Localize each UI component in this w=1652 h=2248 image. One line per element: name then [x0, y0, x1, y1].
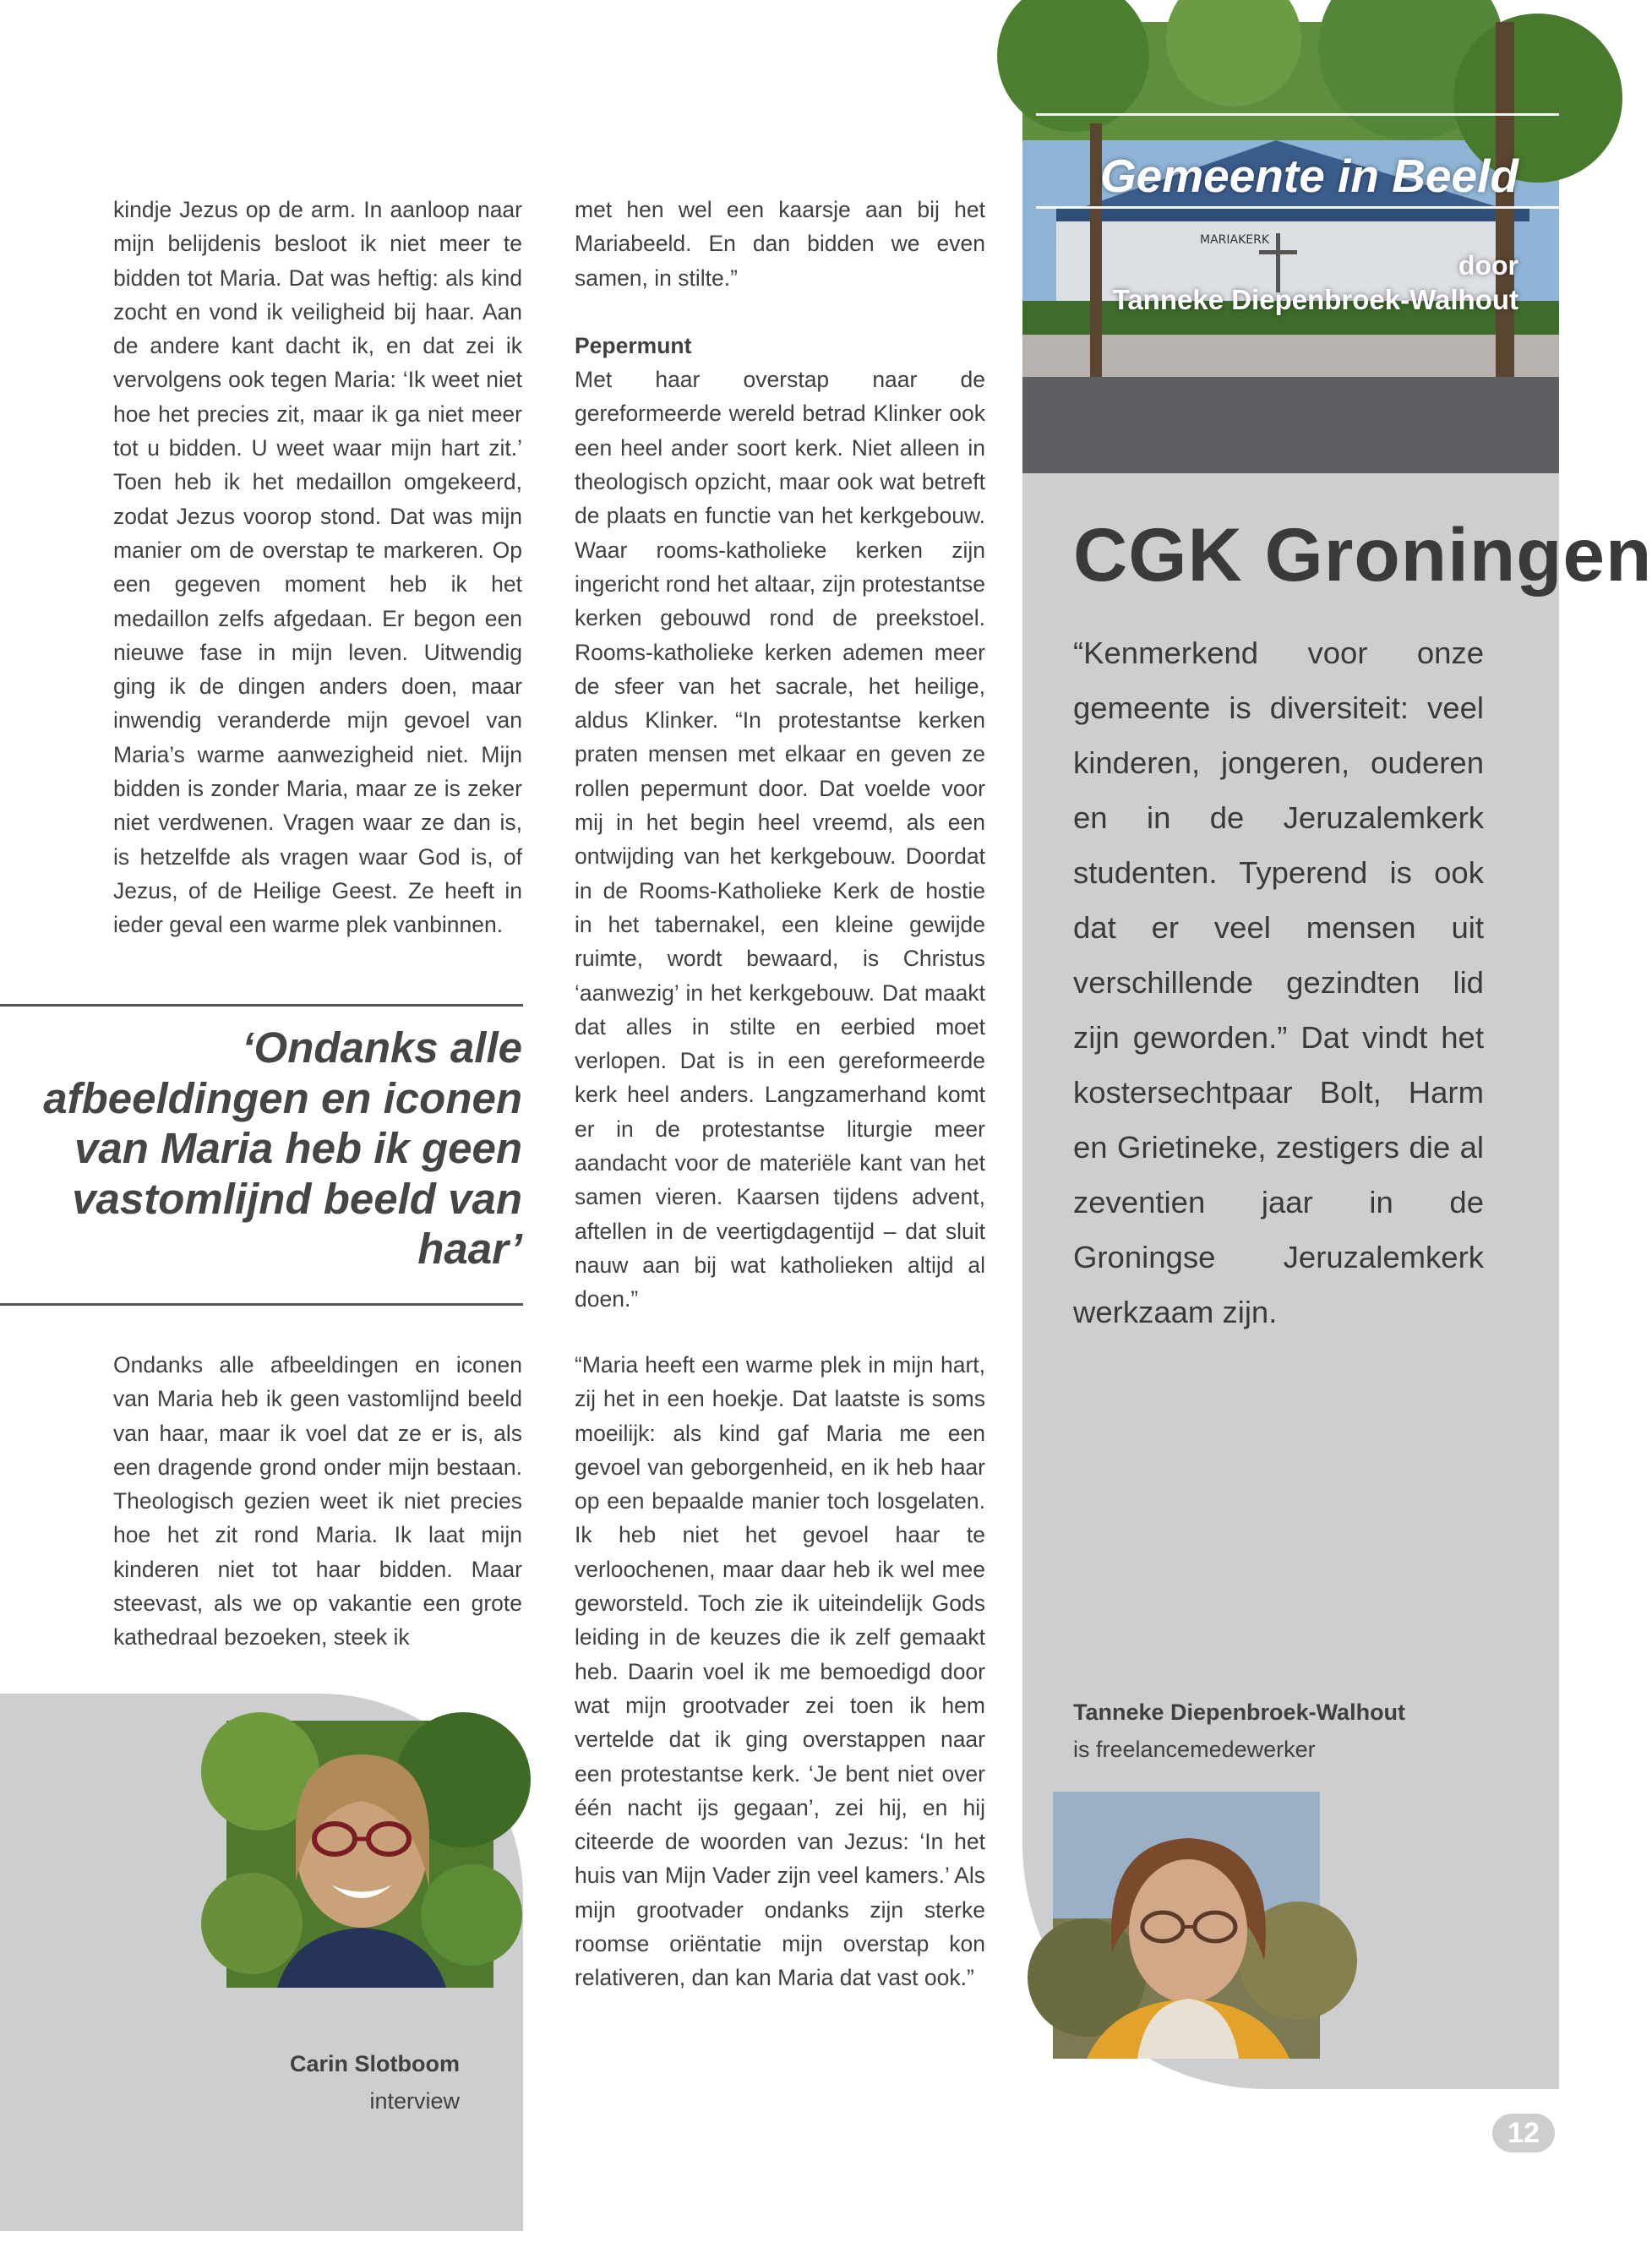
sidebar-intro: “Kenmerkend voor onze gemeente is diversiteit: veel kinderen, jongeren, ouderen en in de Jeruzalemkerk studenten. Typerend is ook dat er veel mensen uit verschillende gezindten lid zijn geworden.” Dat vindt het kostersechtpaar Bolt, Harm en Grietineke, zestigers die al zeventien jaar in de Groningse Jeruzalemkerk werkzaam zijn. [1073, 636, 1484, 1329]
author-portrait [1053, 1792, 1320, 2059]
credit-role: is freelancemedewerker [1073, 1737, 1316, 1762]
photo-rule-top [1036, 113, 1559, 116]
sidebar-credit [1073, 1694, 1496, 1768]
column1-top [113, 193, 522, 942]
interviewer-portrait [226, 1721, 493, 1988]
body-paragraph: met hen wel een kaarsje aan bij het Mariabeeld. En dan bidden we even samen, in stilte.” [575, 197, 985, 291]
column2-top [575, 193, 985, 1317]
byline-label: door [1458, 250, 1518, 281]
photo-rule-bottom [1036, 206, 1559, 209]
credit-name: Carin Slotboom [290, 2051, 460, 2076]
interviewer-credit [254, 2045, 460, 2120]
section-subhead: Pepermunt [575, 332, 692, 358]
section-title: Gemeente in Beeld [1099, 150, 1518, 202]
pullquote: ‘Ondanks alle afbeeldingen en iconen van Maria heb ik geen vastomlijnd beeld van haar’ [43, 1023, 522, 1273]
column2-bottom [575, 1348, 985, 1995]
body-paragraph: Met haar overstap naar de gereformeerde wereld betrad Klinker ook een heel ander soort kerk. Niet alleen in theologisch opzicht, maar ook wat betreft de plaats en functie van het kerkgebouw. Waar rooms-katholieke kerken zijn ingericht rond het altaar, zijn protestantse kerken gebouwd rond de preekstoel. Rooms-katholieke kerken ademen meer de sfeer van het sacrale, het heilige, aldus Klinker. “In protestantse kerken praten mensen met elkaar en geven ze rollen pepermunt door. Dat voelde voor mij in het begin heel vreemd, als een ontwijding van het kerkgebouw. Doordat in de Rooms-Katholieke Kerk de hostie in het tabernakel, een kleine gewijde ruimte, wordt bewaard, is Christus ‘aanwezig’ in het kerkgebouw. Dat maakt dat alles in stilte en eerbied moet verlopen. Dat is in een gereformeerde kerk heel anders. Langzamerhand komt er in de protestantse liturgie meer aandacht voor de materiële kant van het samen vieren. Kaarsen tijdens advent, aftellen in de veertigdagentijd – dat sluit nauw aan bij wat katholieken altijd al doen.” [575, 367, 985, 1312]
body-paragraph: “Maria heeft een warme plek in mijn hart, zij het in een hoekje. Dat laatste is soms moeilijk: als kind gaf Maria me een gevoel van geborgenheid, en ik heb haar op een bepaalde manier toch losgelaten. Ik heb niet het gevoel haar te verloochenen, maar daar heb ik wel mee geworsteld. Toch zie ik uiteindelijk Gods leiding in de keuzes die ik zelf gemaakt heb. Daarin voel ik me bemoedigd door wat mijn grootvader zei toen ik hem vertelde dat ik ging overstappen naar een protestantse kerk. ‘Je bent niet over één nacht ijs gegaan’, zei hij, en hij citeerde de woorden van Jezus: ‘In het huis van Mijn Vader zijn veel kamers.’ Als mijn grootvader ondanks zijn sterke roomse oriëntatie mijn overstap kon relativeren, dan kan Maria dat vast ook.” [575, 1352, 985, 1991]
credit-role: interview [369, 2088, 460, 2114]
page-number: 12 [1492, 2114, 1555, 2153]
church-photo [1022, 22, 1559, 473]
pullquote-rule-bottom [0, 1303, 523, 1306]
body-paragraph: Ondanks alle afbeeldingen en iconen van Maria heb ik geen vastomlijnd beeld van haar, maar ik voel dat ze er is, als een dragende grond onder mijn bestaan. Theologisch gezien weet ik niet precies hoe het zit rond Maria. Ik laat mijn kinderen niet tot haar bidden. Maar steevast, als we op vakantie een grote kathedraal bezoeken, steek ik [113, 1352, 522, 1651]
column1-bottom [113, 1348, 522, 1655]
sidebar-headline: CGK Groningen [1073, 512, 1652, 597]
byline-author: Tanneke Diepenbroek-Walhout [1112, 284, 1518, 315]
pullquote-rule-top [0, 1004, 523, 1007]
church-sign: MARIAKERK [1200, 233, 1270, 247]
body-paragraph: kindje Jezus op de arm. In aanloop naar mijn belijdenis besloot ik niet meer te bidden tot Maria. Dat was heftig: als kind zocht en vond ik veiligheid bij haar. Aan de andere kant dacht ik, en dat zei ik vervolgens ook tegen Maria: ‘Ik weet niet hoe het precies zit, maar ik ga niet meer tot u bidden. U weet waar mijn hart zit.’ Toen heb ik het medaillon omgekeerd, zodat Jezus voorop stond. Dat was mijn manier om de overstap te markeren. Op een gegeven moment heb ik het medaillon zelfs afgedaan. Er begon een nieuwe fase in mijn leven. Uitwendig ging ik de dingen anders doen, maar inwendig veranderde mijn gevoel van Maria’s warme aanwezigheid niet. Mijn bidden is zonder Maria, maar ze is zeker niet verdwenen. Vragen waar ze dan is, is hetzelfde als vragen waar God is, of Jezus, of de Heilige Geest. Ze heeft in ieder geval een warme plek vanbinnen. [113, 197, 522, 938]
credit-name: Tanneke Diepenbroek-Walhout [1073, 1700, 1406, 1725]
